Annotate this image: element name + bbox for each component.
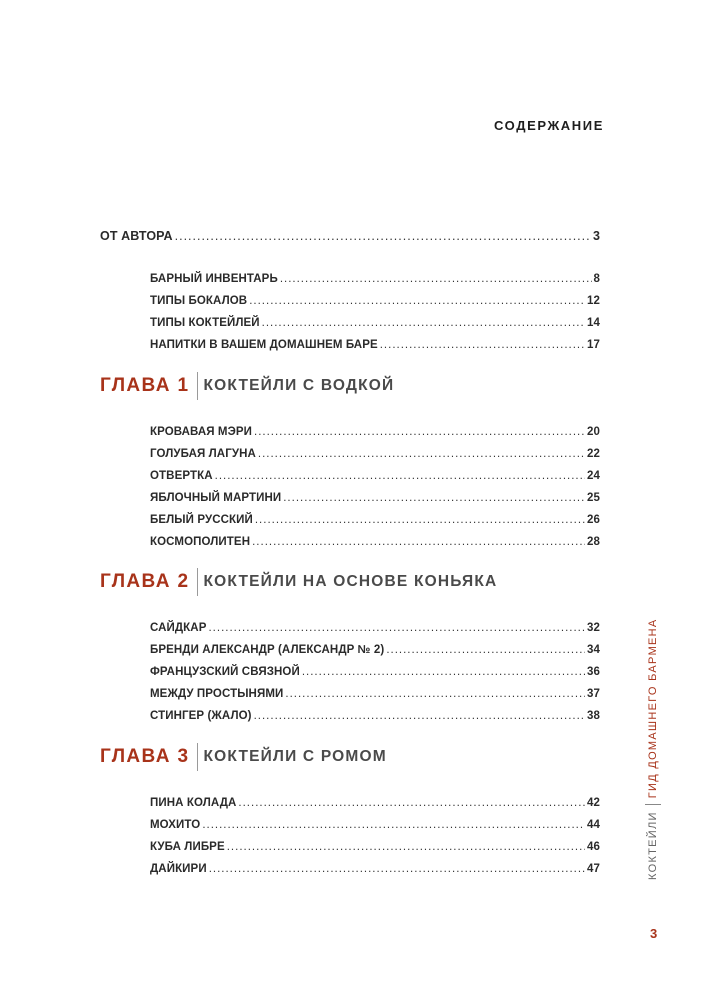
- toc-leader-dots: [208, 622, 585, 634]
- toc-leader-dots: [258, 448, 585, 460]
- toc-entry-title: САЙДКАР: [150, 622, 207, 634]
- toc-entry[interactable]: [150, 273, 600, 285]
- toc-entry-title: ПИНА КОЛАДА: [150, 797, 237, 809]
- toc-entry-title: БАРНЫЙ ИНВЕНТАРЬ: [150, 273, 278, 285]
- running-head-book-title: ГИД ДОМАШНЕГО БАРМЕНА: [647, 618, 659, 799]
- toc-entry-page: 28: [587, 536, 600, 548]
- toc-entry[interactable]: [150, 710, 600, 722]
- chapter-title: КОКТЕЙЛИ НА ОСНОВЕ КОНЬЯКА: [203, 573, 498, 590]
- toc-leader-dots: [262, 317, 585, 329]
- toc-entry-title: МЕЖДУ ПРОСТЫНЯМИ: [150, 688, 284, 700]
- running-head-divider: [645, 804, 661, 805]
- toc-entry-title: КОСМОПОЛИТЕН: [150, 536, 251, 548]
- toc-entry[interactable]: [150, 666, 600, 678]
- toc-entry-page: 26: [587, 514, 600, 526]
- toc-entry-title: МОХИТО: [150, 819, 201, 831]
- toc-entry[interactable]: [150, 339, 600, 351]
- toc-entry-title: ДАЙКИРИ: [150, 863, 207, 875]
- toc-entry[interactable]: [150, 797, 600, 809]
- toc-leader-dots: [254, 710, 585, 722]
- toc-entry[interactable]: [150, 841, 600, 853]
- toc-leader-dots: [215, 470, 585, 482]
- toc-entry-title: ЯБЛОЧНЫЙ МАРТИНИ: [150, 492, 282, 504]
- running-head-series: КОКТЕЙЛИ: [647, 811, 659, 880]
- toc-entry-page: 20: [587, 426, 600, 438]
- toc-leader-dots: [280, 273, 592, 285]
- toc-leader-dots: [380, 339, 585, 351]
- toc-entry-page: 8: [593, 273, 600, 285]
- toc-leader-dots: [252, 536, 585, 548]
- toc-entry-title: ТИПЫ БОКАЛОВ: [150, 295, 248, 307]
- toc-entry[interactable]: [150, 295, 600, 307]
- toc-entry[interactable]: [150, 536, 600, 548]
- toc-leader-dots: [386, 644, 585, 656]
- toc-leader-dots: [227, 841, 585, 853]
- chapter-divider: [197, 743, 198, 771]
- toc-entry[interactable]: [150, 688, 600, 700]
- toc-entry-title: БРЕНДИ АЛЕКСАНДР (АЛЕКСАНДР № 2): [150, 644, 385, 656]
- toc-entry-page: 38: [587, 710, 600, 722]
- toc-entry-page: 3: [592, 229, 600, 243]
- toc-entry[interactable]: [150, 317, 600, 329]
- toc-entry-page: 25: [587, 492, 600, 504]
- toc-entry-page: 24: [587, 470, 600, 482]
- toc-entry[interactable]: [150, 644, 600, 656]
- toc-entry-page: 17: [587, 339, 600, 351]
- toc-entry-title: КРОВАВАЯ МЭРИ: [150, 426, 253, 438]
- toc-leader-dots: [202, 819, 585, 831]
- toc-entry[interactable]: [150, 470, 600, 482]
- toc-leader-dots: [254, 426, 585, 438]
- chapter-heading-3[interactable]: [100, 742, 387, 772]
- toc-entry[interactable]: [150, 863, 600, 875]
- toc-entry-page: 12: [587, 295, 600, 307]
- toc-leader-dots: [238, 797, 585, 809]
- toc-entry-page: 46: [587, 841, 600, 853]
- toc-entry-title: ОТ АВТОРА: [100, 229, 173, 243]
- chapter-divider: [197, 372, 198, 400]
- toc-entry-page: 34: [587, 644, 600, 656]
- toc-leader-dots: [302, 666, 585, 678]
- toc-entry[interactable]: [150, 622, 600, 634]
- page-number: 3: [650, 926, 658, 941]
- toc-entry[interactable]: [150, 819, 600, 831]
- toc-entry-title: СТИНГЕР (ЖАЛО): [150, 710, 252, 722]
- toc-leader-dots: [249, 295, 585, 307]
- chapter-divider: [197, 568, 198, 596]
- toc-leader-dots: [285, 688, 585, 700]
- toc-entry-title: НАПИТКИ В ВАШЕМ ДОМАШНЕМ БАРЕ: [150, 339, 378, 351]
- chapter-label: ГЛАВА 3: [100, 746, 190, 767]
- toc-entry-page: 22: [587, 448, 600, 460]
- chapter-label: ГЛАВА 2: [100, 571, 190, 592]
- chapter-label: ГЛАВА 1: [100, 375, 190, 396]
- toc-entry-title: ТИПЫ КОКТЕЙЛЕЙ: [150, 317, 260, 329]
- toc-entry-title: БЕЛЫЙ РУССКИЙ: [150, 514, 253, 526]
- chapter-heading-2[interactable]: [100, 567, 497, 597]
- chapter-title: КОКТЕЙЛИ С ВОДКОЙ: [203, 377, 395, 394]
- toc-entry-page: 47: [587, 863, 600, 875]
- toc-entry-page: 32: [587, 622, 600, 634]
- toc-entry-title: ОТВЕРТКА: [150, 470, 213, 482]
- toc-entry-page: 36: [587, 666, 600, 678]
- toc-leader-dots: [255, 514, 585, 526]
- toc-entry-title: ФРАНЦУЗСКИЙ СВЯЗНОЙ: [150, 666, 300, 678]
- toc-entry-page: 37: [587, 688, 600, 700]
- running-head: [645, 618, 661, 880]
- toc-leader-dots: [283, 492, 585, 504]
- toc-entry[interactable]: [150, 492, 600, 504]
- page-title: СОДЕРЖАНИЕ: [494, 118, 604, 133]
- toc-entry[interactable]: [150, 426, 600, 438]
- toc-leader-dots: [175, 229, 591, 243]
- toc-entry-page: 42: [587, 797, 600, 809]
- toc-entry[interactable]: [150, 448, 600, 460]
- toc-entry[interactable]: [150, 514, 600, 526]
- chapter-title: КОКТЕЙЛИ С РОМОМ: [203, 748, 387, 765]
- chapter-heading-1[interactable]: [100, 371, 394, 401]
- toc-leader-dots: [209, 863, 585, 875]
- toc-entry-page: 44: [587, 819, 600, 831]
- toc-entry-intro[interactable]: [100, 229, 600, 243]
- toc-entry-title: ГОЛУБАЯ ЛАГУНА: [150, 448, 256, 460]
- toc-entry-page: 14: [587, 317, 600, 329]
- toc-entry-title: КУБА ЛИБРЕ: [150, 841, 225, 853]
